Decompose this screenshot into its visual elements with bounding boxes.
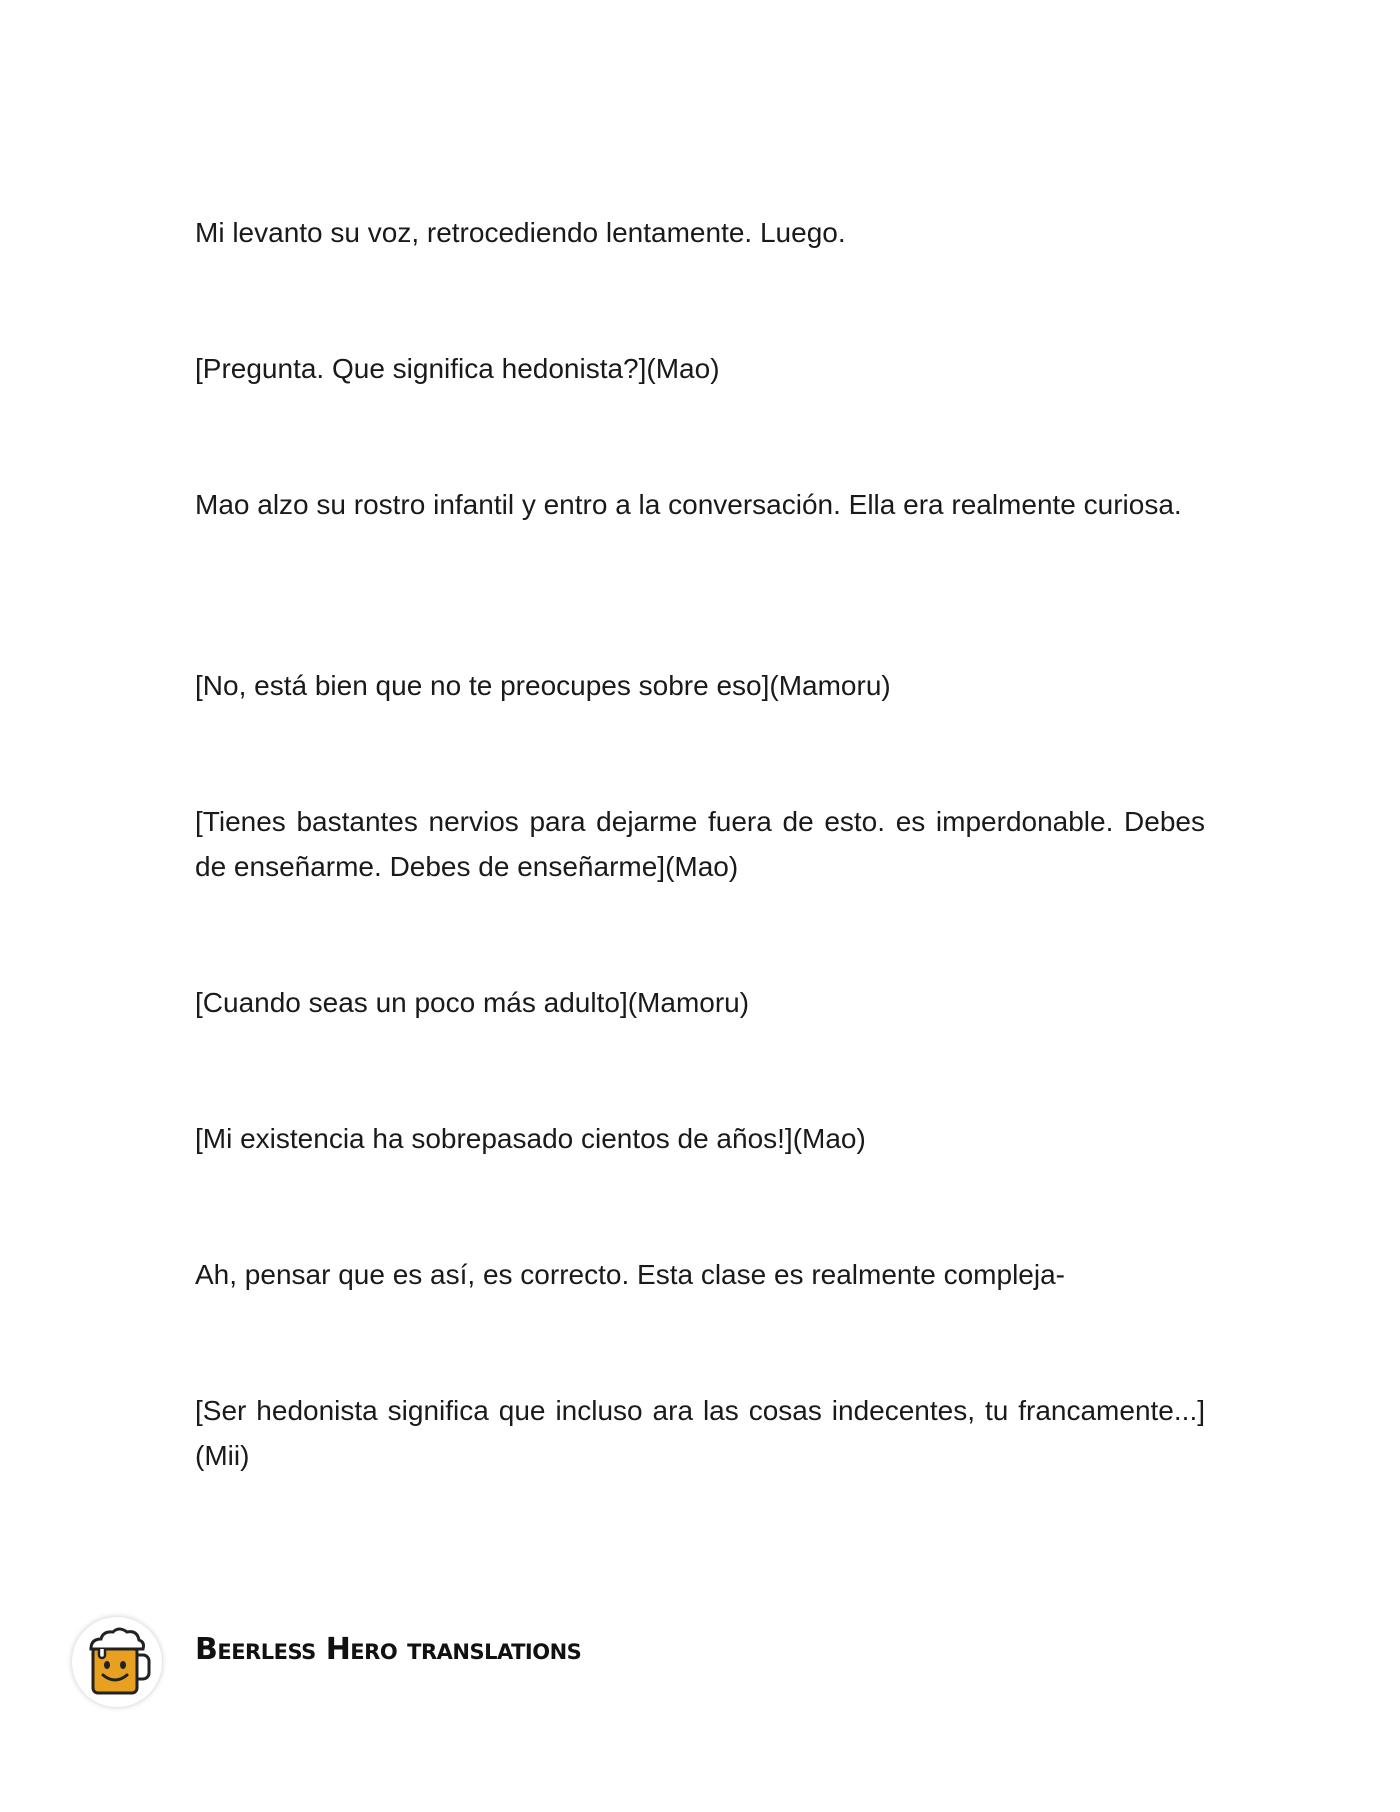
paragraph-2: [Pregunta. Que significa hedonista?](Mao) — [195, 353, 720, 384]
beer-mug-smiley-icon — [72, 1617, 162, 1707]
paragraph-6: [Cuando seas un poco más adulto](Mamoru) — [195, 987, 750, 1018]
paragraph-9: [Ser hedonista significa que incluso ara las cosas indecentes, tu francamente...](Mii) — [195, 1395, 1205, 1471]
brand-name: Beerless Hero translations — [195, 1632, 582, 1667]
paragraph-7: [Mi existencia ha sobrepasado cientos de años!](Mao) — [195, 1123, 866, 1154]
paragraph-1: Mi levanto su voz, retrocediendo lentamente. Luego. — [195, 217, 846, 248]
paragraph-3: Mao alzo su rostro infantil y entro a la conversación. Ella era realmente curiosa. — [195, 489, 1182, 520]
paragraph-4: [No, está bien que no te preocupes sobre eso](Mamoru) — [195, 670, 891, 701]
paragraph-8: Ah, pensar que es así, es correcto. Esta clase es realmente compleja- — [195, 1259, 1065, 1290]
paragraph-5: [Tienes bastantes nervios para dejarme fuera de esto. es imperdonable. Debes de enseñarme. Debes de enseñarme](Mao) — [195, 806, 1205, 882]
